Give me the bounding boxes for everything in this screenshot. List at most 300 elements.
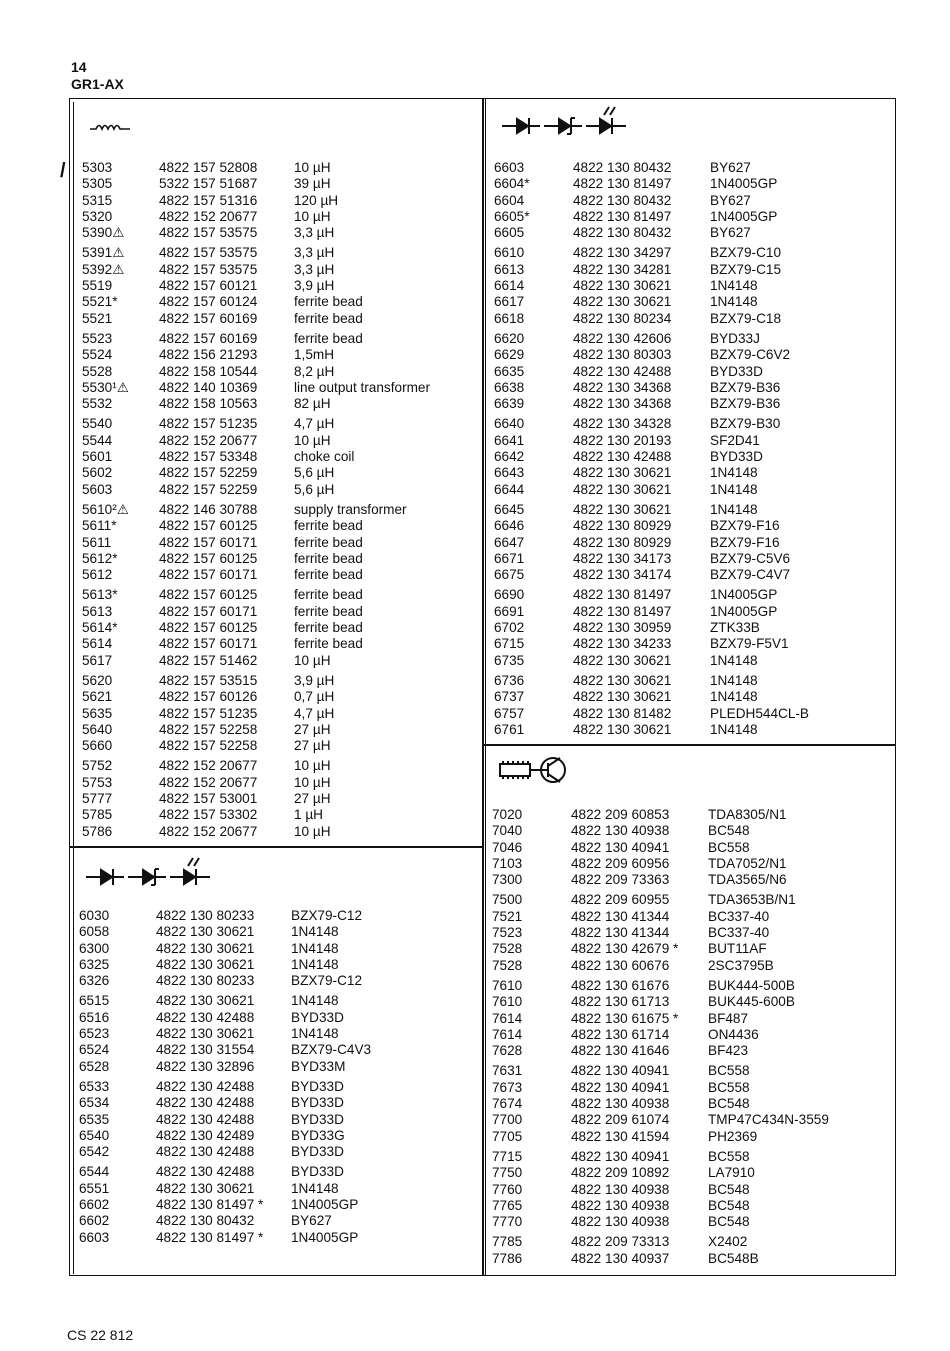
part-description: 1N4005GP: [710, 208, 778, 224]
position-code: 6326: [79, 973, 110, 989]
part-number: 4822 157 60171: [159, 636, 258, 652]
part-description: BYD33D: [710, 363, 763, 379]
part-number: 4822 130 81497: [573, 208, 672, 224]
position-code: 5610²⚠: [82, 501, 129, 517]
right-section-divider: [484, 744, 896, 746]
position-code: 7705: [492, 1128, 523, 1144]
part-number: 4822 157 60125: [159, 550, 258, 566]
position-code: 5635: [82, 705, 113, 721]
part-description: BC548: [708, 1096, 750, 1112]
part-description: 8,2 µH: [294, 363, 335, 379]
part-description: 1N4148: [291, 1180, 339, 1196]
position-code: 5613: [82, 603, 113, 619]
position-code: 6629: [494, 347, 525, 363]
part-number: 4822 130 61714: [571, 1026, 670, 1042]
part-description: 27 µH: [294, 790, 331, 806]
part-number: 4822 130 30959: [573, 620, 672, 636]
part-description: BC558: [708, 1063, 750, 1079]
part-description: X2402: [708, 1234, 748, 1250]
part-number: 4822 130 34173: [573, 550, 672, 566]
part-description: PLEDH544CL-B: [710, 705, 809, 721]
part-number: 4822 209 61074: [571, 1112, 670, 1128]
part-number: 4822 152 20677: [159, 208, 258, 224]
position-code: 6702: [494, 620, 525, 636]
part-number: 4822 130 80233: [156, 908, 255, 923]
part-number: 4822 130 61713: [571, 994, 670, 1010]
part-number: 4822 140 10369: [159, 379, 258, 395]
part-description: 1N4148: [291, 993, 339, 1009]
part-number: 4822 157 53001: [159, 790, 258, 806]
part-number: 4822 130 41344: [571, 925, 670, 941]
part-number: 4822 130 42488: [156, 1144, 255, 1160]
part-number: 4822 157 60171: [159, 534, 258, 550]
part-number: 4822 157 51316: [159, 192, 258, 208]
part-description: 27 µH: [294, 721, 331, 737]
part-description: 1N4148: [291, 940, 339, 956]
part-description: 1N4005GP: [291, 1197, 359, 1213]
position-code: 7674: [492, 1096, 523, 1112]
position-code: 6761: [494, 721, 525, 737]
position-code: 6605: [494, 225, 525, 241]
part-description: BZX79-B36: [710, 379, 781, 395]
part-description: 1N4005GP: [291, 1229, 359, 1245]
part-number: 4822 157 60169: [159, 330, 258, 346]
part-description: BC337-40: [708, 908, 770, 924]
part-number: 4822 130 34368: [573, 379, 672, 395]
part-number: 4822 130 30621: [156, 1180, 255, 1196]
part-number: 4822 130 30621: [573, 501, 672, 517]
position-code: 6540: [79, 1127, 110, 1143]
position-code: 6602: [79, 1197, 110, 1213]
part-number: 4822 130 40941: [571, 1063, 670, 1079]
position-code: 6535: [79, 1111, 110, 1127]
position-code: 6617: [494, 294, 525, 310]
part-description: BZX79-B30: [710, 416, 781, 432]
part-description: 10 µH: [294, 432, 331, 448]
part-number: 4822 130 80432: [573, 160, 672, 175]
position-code: 5640: [82, 721, 113, 737]
position-code: 7528: [492, 957, 523, 973]
position-code: 6635: [494, 363, 525, 379]
part-description: BZX79-C10: [710, 245, 782, 261]
part-description: BC558: [708, 1079, 750, 1095]
part-number: 5322 157 51687: [159, 176, 258, 192]
part-number: 4822 130 34281: [573, 261, 672, 277]
part-number: 4822 158 10544: [159, 363, 258, 379]
part-description: BC548: [708, 1197, 750, 1213]
part-number: 4822 130 42489: [156, 1127, 255, 1143]
part-description: BUK445-600B: [708, 994, 795, 1010]
part-description: TDA3653B/N1: [708, 892, 796, 908]
part-number: 4822 157 53515: [159, 672, 258, 688]
part-number: 4822 130 42488: [156, 1095, 255, 1111]
part-number: 4822 157 51235: [159, 416, 258, 432]
position-code: 6533: [79, 1078, 110, 1094]
document-code: GR1-AX: [71, 76, 124, 92]
part-number: 4822 130 30621: [573, 689, 672, 705]
part-description: BYD33D: [291, 1078, 344, 1094]
part-number: 4822 130 42488: [573, 363, 672, 379]
position-code: 5528: [82, 363, 113, 379]
part-number: 4822 130 80929: [573, 534, 672, 550]
position-code: 7500: [492, 892, 523, 908]
footer-code: CS 22 812: [67, 1327, 134, 1343]
position-code: 6544: [79, 1164, 110, 1180]
part-description: 10 µH: [294, 208, 331, 224]
part-number: 4822 209 73313: [571, 1234, 670, 1250]
part-description: BZX79-C4V3: [291, 1042, 372, 1058]
position-code: 7103: [492, 855, 523, 871]
part-number: 4822 157 60126: [159, 689, 258, 705]
part-number: 4822 157 60124: [159, 294, 258, 310]
position-code: 7760: [492, 1181, 523, 1197]
part-number: 4822 157 53575: [159, 261, 258, 277]
part-number: 4822 130 40938: [571, 1181, 670, 1197]
part-description: BYD33M: [291, 1058, 346, 1074]
part-number: 4822 157 60171: [159, 603, 258, 619]
part-number: 4822 130 80234: [573, 310, 672, 326]
part-number: 4822 146 30788: [159, 501, 258, 517]
position-code: 5613*: [82, 587, 118, 603]
part-description: 39 µH: [294, 176, 331, 192]
part-number: 4822 130 40938: [571, 1197, 670, 1213]
part-number: 4822 157 52808: [159, 160, 258, 175]
part-description: BZX79-C18: [710, 310, 782, 326]
part-description: 120 µH: [294, 192, 339, 208]
part-description: BZX79-F16: [710, 518, 780, 534]
part-description: BYD33D: [291, 1095, 344, 1111]
part-description: choke coil: [294, 449, 355, 465]
part-number: 4822 130 42679 *: [571, 941, 679, 957]
column-divider: [482, 98, 484, 1276]
position-code: 5611*: [82, 518, 117, 534]
part-description: BC548: [708, 1214, 750, 1230]
part-description: 1N4148: [710, 481, 758, 497]
part-number: 4822 130 30621: [573, 294, 672, 310]
part-number: 4822 157 52258: [159, 721, 258, 737]
part-number: 4822 130 61676: [571, 977, 670, 993]
part-description: 4,7 µH: [294, 705, 335, 721]
position-code: 6528: [79, 1058, 110, 1074]
part-description: BZX79-F5V1: [710, 636, 789, 652]
part-description: BC548: [708, 1181, 750, 1197]
part-number: 4822 130 40941: [571, 1079, 670, 1095]
part-description: 1N4005GP: [710, 587, 778, 603]
part-description: 27 µH: [294, 738, 331, 754]
position-code: 6620: [494, 330, 525, 346]
part-number: 4822 130 30621: [573, 721, 672, 737]
part-description: BC558: [708, 839, 750, 855]
part-description: BZX79-C15: [710, 261, 782, 277]
part-description: BZX79-C6V2: [710, 347, 791, 363]
part-description: 1N4005GP: [710, 603, 778, 619]
left-inner-border: [73, 102, 481, 1274]
position-code: 5305: [82, 176, 113, 192]
part-description: 5,6 µH: [294, 481, 335, 497]
part-description: 1N4148: [710, 689, 758, 705]
position-code: 5392⚠: [82, 261, 125, 277]
part-number: 4822 130 32896: [156, 1058, 255, 1074]
position-code: 6618: [494, 310, 525, 326]
part-number: 4822 130 81497 *: [156, 1197, 264, 1213]
part-description: BUK444-500B: [708, 977, 795, 993]
part-number: 4822 130 40938: [571, 1214, 670, 1230]
position-code: 6737: [494, 689, 525, 705]
position-code: 6524: [79, 1042, 110, 1058]
part-description: 1N4148: [710, 501, 758, 517]
part-description: BY627: [710, 160, 751, 175]
part-description: BZX79-C12: [291, 908, 363, 923]
position-code: 7046: [492, 839, 523, 855]
position-code: 7715: [492, 1148, 523, 1164]
position-code: 6604: [494, 192, 525, 208]
part-number: 4822 157 52259: [159, 465, 258, 481]
part-description: BZX79-C5V6: [710, 550, 791, 566]
position-code: 5530¹⚠: [82, 379, 129, 395]
part-number: 4822 130 42488: [156, 1164, 255, 1180]
part-number: 4822 130 42488: [156, 1111, 255, 1127]
part-number: 4822 130 40941: [571, 1148, 670, 1164]
part-number: 4822 130 60676: [571, 957, 670, 973]
part-description: BYD33D: [291, 1164, 344, 1180]
part-number: 4822 130 30621: [156, 924, 255, 940]
part-number: 4822 130 42488: [156, 1078, 255, 1094]
part-description: BYD33D: [291, 1111, 344, 1127]
position-code: 5617: [82, 652, 113, 668]
position-code: 6030: [79, 908, 110, 923]
part-number: 4822 130 40937: [571, 1250, 670, 1266]
position-code: 6647: [494, 534, 525, 550]
position-code: 5540: [82, 416, 113, 432]
part-number: 4822 130 80432: [573, 192, 672, 208]
position-code: 5752: [82, 758, 113, 774]
position-code: 5519: [82, 278, 113, 294]
part-number: 4822 130 81497 *: [156, 1229, 264, 1245]
part-number: 4822 130 80432: [573, 225, 672, 241]
position-code: 7785: [492, 1234, 523, 1250]
part-description: 10 µH: [294, 652, 331, 668]
part-number: 4822 130 42488: [573, 449, 672, 465]
part-description: 1N4148: [710, 672, 758, 688]
position-code: 5320: [82, 208, 113, 224]
part-description: 3,3 µH: [294, 245, 335, 261]
part-number: 4822 152 20677: [159, 758, 258, 774]
position-code: 6691: [494, 603, 525, 619]
position-code: 6715: [494, 636, 525, 652]
part-description: 10 µH: [294, 758, 331, 774]
position-code: 7614: [492, 1026, 523, 1042]
part-description: BF487: [708, 1010, 749, 1026]
part-number: 4822 130 34174: [573, 567, 672, 583]
part-number: 4822 209 60955: [571, 892, 670, 908]
position-code: 6613: [494, 261, 525, 277]
part-number: 4822 158 10563: [159, 396, 258, 412]
part-number: 4822 157 53575: [159, 225, 258, 241]
page-number: 14: [71, 59, 87, 75]
part-number: 4822 130 34368: [573, 396, 672, 412]
part-description: 4,7 µH: [294, 416, 335, 432]
position-code: 7631: [492, 1063, 523, 1079]
part-description: ferrite bead: [294, 550, 363, 566]
part-description: TMP47C434N-3559: [708, 1112, 829, 1128]
position-code: 5602: [82, 465, 113, 481]
position-code: 5612: [82, 567, 113, 583]
position-code: 6638: [494, 379, 525, 395]
position-code: 6551: [79, 1180, 110, 1196]
position-code: 7300: [492, 872, 523, 888]
part-number: 4822 130 40938: [571, 1096, 670, 1112]
left-section-divider: [70, 846, 483, 848]
position-code: 6671: [494, 550, 525, 566]
part-number: 4822 130 30621: [573, 278, 672, 294]
part-description: ferrite bead: [294, 603, 363, 619]
part-description: 1N4005GP: [710, 176, 778, 192]
position-code: 5786: [82, 823, 113, 839]
part-number: 4822 130 41594: [571, 1128, 670, 1144]
position-code: 6534: [79, 1095, 110, 1111]
position-code: 5521: [82, 310, 113, 326]
position-code: 7614: [492, 1010, 523, 1026]
position-code: 7770: [492, 1214, 523, 1230]
position-code: 5660: [82, 738, 113, 754]
column-divider-inner: [485, 98, 486, 1276]
position-code: 5521*: [82, 294, 118, 310]
part-description: BYD33J: [710, 330, 760, 346]
part-number: 4822 130 31554: [156, 1042, 255, 1058]
part-number: 4822 157 51462: [159, 652, 258, 668]
part-description: BF423: [708, 1043, 749, 1059]
position-code: 5620: [82, 672, 113, 688]
part-description: BC558: [708, 1148, 750, 1164]
position-code: 5544: [82, 432, 113, 448]
part-description: ON4436: [708, 1026, 759, 1042]
position-code: 5315: [82, 192, 113, 208]
part-number: 4822 157 60125: [159, 518, 258, 534]
part-number: 4822 157 52259: [159, 481, 258, 497]
position-code: 5621: [82, 689, 113, 705]
diodes-icon: [84, 857, 214, 891]
part-number: 4822 130 42606: [573, 330, 672, 346]
part-description: ferrite bead: [294, 518, 363, 534]
part-number: 4822 130 41646: [571, 1043, 670, 1059]
part-number: 4822 130 81497: [573, 603, 672, 619]
position-code: 5614*: [82, 620, 118, 636]
part-description: 1N4148: [710, 721, 758, 737]
part-description: BZX79-F16: [710, 534, 780, 550]
part-number: 4822 130 80432: [156, 1213, 255, 1229]
part-number: 4822 130 80929: [573, 518, 672, 534]
part-number: 4822 130 40938: [571, 823, 670, 839]
part-description: TDA8305/N1: [708, 807, 787, 822]
part-description: PH2369: [708, 1128, 758, 1144]
position-code: 6614: [494, 278, 525, 294]
part-description: 1,5mH: [294, 347, 335, 363]
position-code: 7528: [492, 941, 523, 957]
position-code: 6690: [494, 587, 525, 603]
part-number: 4822 157 60171: [159, 567, 258, 583]
part-description: 1N4148: [710, 652, 758, 668]
ic-transistor-icon: [498, 754, 572, 786]
diodes-icon: [500, 106, 630, 140]
position-code: 5777: [82, 790, 113, 806]
part-description: BYD33D: [710, 449, 763, 465]
part-description: ferrite bead: [294, 587, 363, 603]
part-number: 4822 130 42488: [156, 1009, 255, 1025]
position-code: 5303: [82, 160, 113, 175]
part-number: 4822 157 53575: [159, 245, 258, 261]
position-code: 7700: [492, 1112, 523, 1128]
part-description: 1N4148: [710, 294, 758, 310]
part-description: BYD33D: [291, 1144, 344, 1160]
part-number: 4822 157 53302: [159, 807, 258, 823]
part-number: 4822 157 60169: [159, 310, 258, 326]
position-code: 7610: [492, 977, 523, 993]
part-description: BYD33D: [291, 1009, 344, 1025]
part-description: 10 µH: [294, 160, 331, 175]
position-code: 5753: [82, 774, 113, 790]
position-code: 7610: [492, 994, 523, 1010]
part-description: 10 µH: [294, 823, 331, 839]
part-number: 4822 130 34297: [573, 245, 672, 261]
position-code: 5532: [82, 396, 113, 412]
part-description: SF2D41: [710, 432, 760, 448]
part-description: 0,7 µH: [294, 689, 335, 705]
part-number: 4822 130 61675 *: [571, 1010, 679, 1026]
position-code: 5603: [82, 481, 113, 497]
position-code: 6643: [494, 465, 525, 481]
part-number: 4822 130 30621: [573, 481, 672, 497]
part-description: BC548B: [708, 1250, 759, 1266]
part-description: ferrite bead: [294, 636, 363, 652]
position-code: 6516: [79, 1009, 110, 1025]
part-number: 4822 130 40941: [571, 839, 670, 855]
part-number: 4822 130 30621: [573, 652, 672, 668]
part-number: 4822 130 20193: [573, 432, 672, 448]
part-description: ferrite bead: [294, 567, 363, 583]
position-code: 6610: [494, 245, 525, 261]
part-number: 4822 157 53348: [159, 449, 258, 465]
part-number: 4822 130 34328: [573, 416, 672, 432]
position-code: 6675: [494, 567, 525, 583]
part-number: 4822 157 60125: [159, 587, 258, 603]
position-code: 6515: [79, 993, 110, 1009]
position-code: 7523: [492, 925, 523, 941]
part-description: 3,3 µH: [294, 261, 335, 277]
part-description: supply transformer: [294, 501, 407, 517]
position-code: 6300: [79, 940, 110, 956]
part-description: 2SC3795B: [708, 957, 774, 973]
part-number: 4822 209 60853: [571, 807, 670, 822]
position-code: 6604*: [494, 176, 530, 192]
part-description: BZX79-C4V7: [710, 567, 791, 583]
position-code: 5390⚠: [82, 225, 125, 241]
part-number: 4822 209 60956: [571, 855, 670, 871]
part-description: 1 µH: [294, 807, 323, 823]
position-code: 5601: [82, 449, 113, 465]
inductor-coil-icon: [90, 118, 132, 134]
part-description: TDA3565/N6: [708, 872, 787, 888]
part-description: BYD33G: [291, 1127, 345, 1143]
position-code: 6603: [494, 160, 525, 175]
part-description: ferrite bead: [294, 310, 363, 326]
position-code: 7628: [492, 1043, 523, 1059]
part-description: 1N4148: [291, 924, 339, 940]
part-number: 4822 209 10892: [571, 1165, 670, 1181]
part-number: 4822 130 80233: [156, 973, 255, 989]
part-number: 4822 130 30621: [573, 672, 672, 688]
part-description: 3,9 µH: [294, 278, 335, 294]
position-code: 7673: [492, 1079, 523, 1095]
